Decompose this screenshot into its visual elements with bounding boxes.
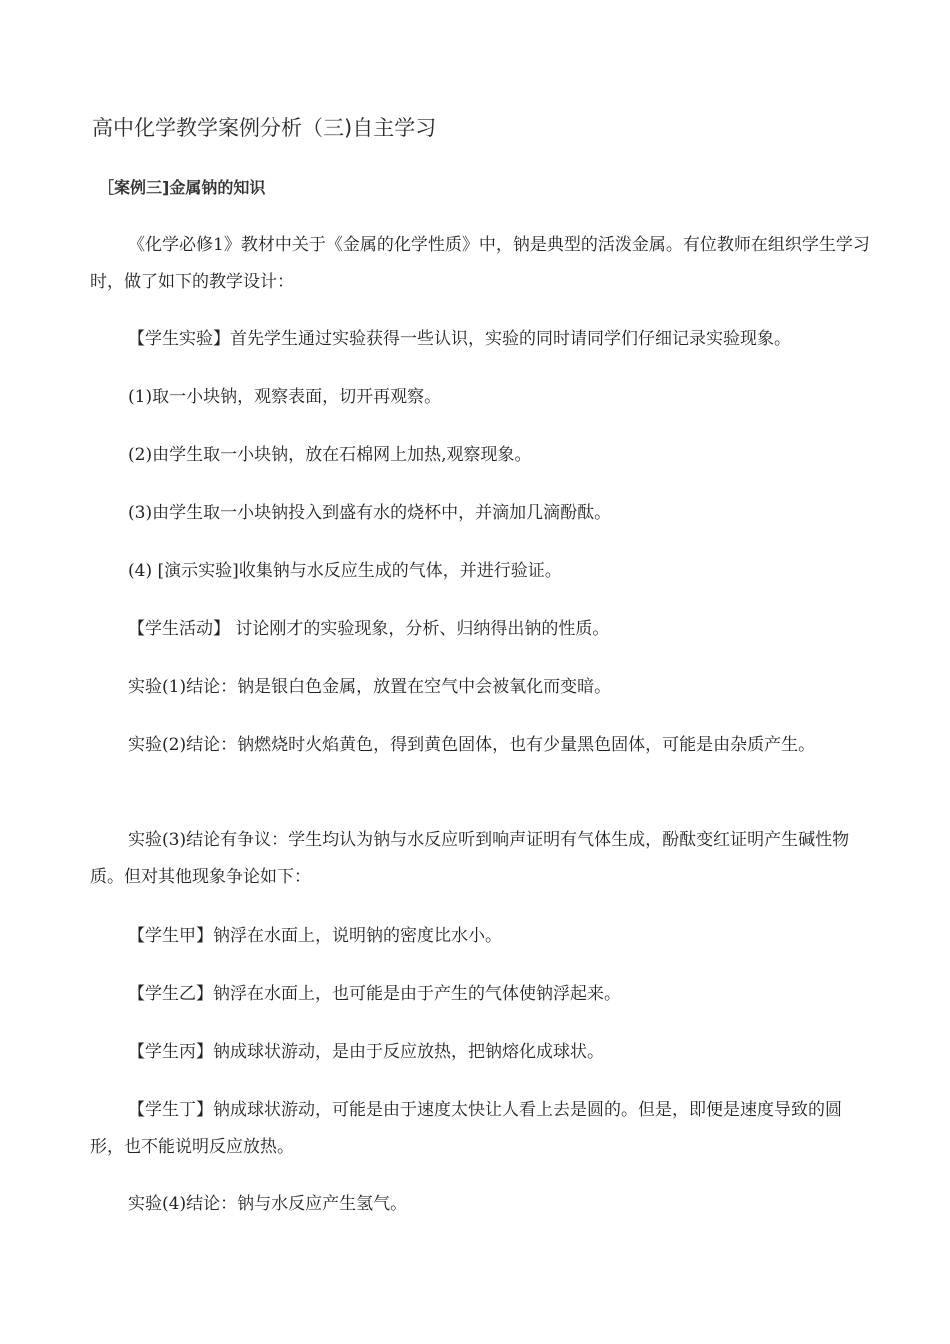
paragraph-student-b: 【学生乙】钠浮在水面上，也可能是由于产生的气体使钠浮起来。: [128, 984, 621, 1004]
paragraph-conclusion-2: 实验(2)结论：钠燃烧时火焰黄色，得到黄色固体，也有少量黑色固体，可能是由杂质产生。: [128, 735, 816, 755]
paragraph-step-2: (2)由学生取一小块钠，放在石棉网上加热,观察现象。: [128, 445, 532, 465]
document-title: 高中化学教学案例分析（三)自主学习: [92, 116, 437, 140]
paragraph-student-d: 【学生丁】钠成球状游动，可能是由于速度太快让人看上去是圆的。但是，即便是速度导致的圆形，也不能说明反应放热。: [90, 1100, 842, 1157]
paragraph-student-c: 【学生丙】钠成球状游动，是由于反应放热，把钠熔化成球状。: [128, 1042, 604, 1062]
paragraph-step-3: (3)由学生取一小块钠投入到盛有水的烧杯中，并滴加几滴酚酞。: [128, 503, 612, 523]
paragraph-step-4: (4) [演示实验]收集钠与水反应生成的气体，并进行验证。: [128, 561, 562, 581]
case-heading: ［案例三]金属钠的知识: [98, 178, 266, 197]
paragraph-conclusion-3: 实验(3)结论有争议：学生均认为钠与水反应听到响声证明有气体生成，酚酞变红证明产生碱性物质。但对其他现象争论如下：: [90, 830, 850, 887]
paragraph-conclusion-4: 实验(4)结论：钠与水反应产生氢气。: [128, 1194, 408, 1214]
paragraph-student-experiment: 【学生实验】首先学生通过实验获得一些认识，实验的同时请同学们仔细记录实验现象。: [128, 329, 791, 349]
paragraph-student-a: 【学生甲】钠浮在水面上，说明钠的密度比水小。: [128, 926, 502, 946]
paragraph-step-1: (1)取一小块钠，观察表面，切开再观察。: [128, 387, 442, 407]
paragraph-student-activity: 【学生活动】 讨论刚才的实验现象，分析、归纳得出钠的性质。: [128, 619, 610, 639]
paragraph-intro: 《化学必修1》教材中关于《金属的化学性质》中，钠是典型的活泼金属。有位教师在组织学生学习时，做了如下的教学设计：: [90, 235, 870, 292]
paragraph-conclusion-1: 实验(1)结论：钠是银白色金属，放置在空气中会被氧化而变暗。: [128, 677, 612, 697]
